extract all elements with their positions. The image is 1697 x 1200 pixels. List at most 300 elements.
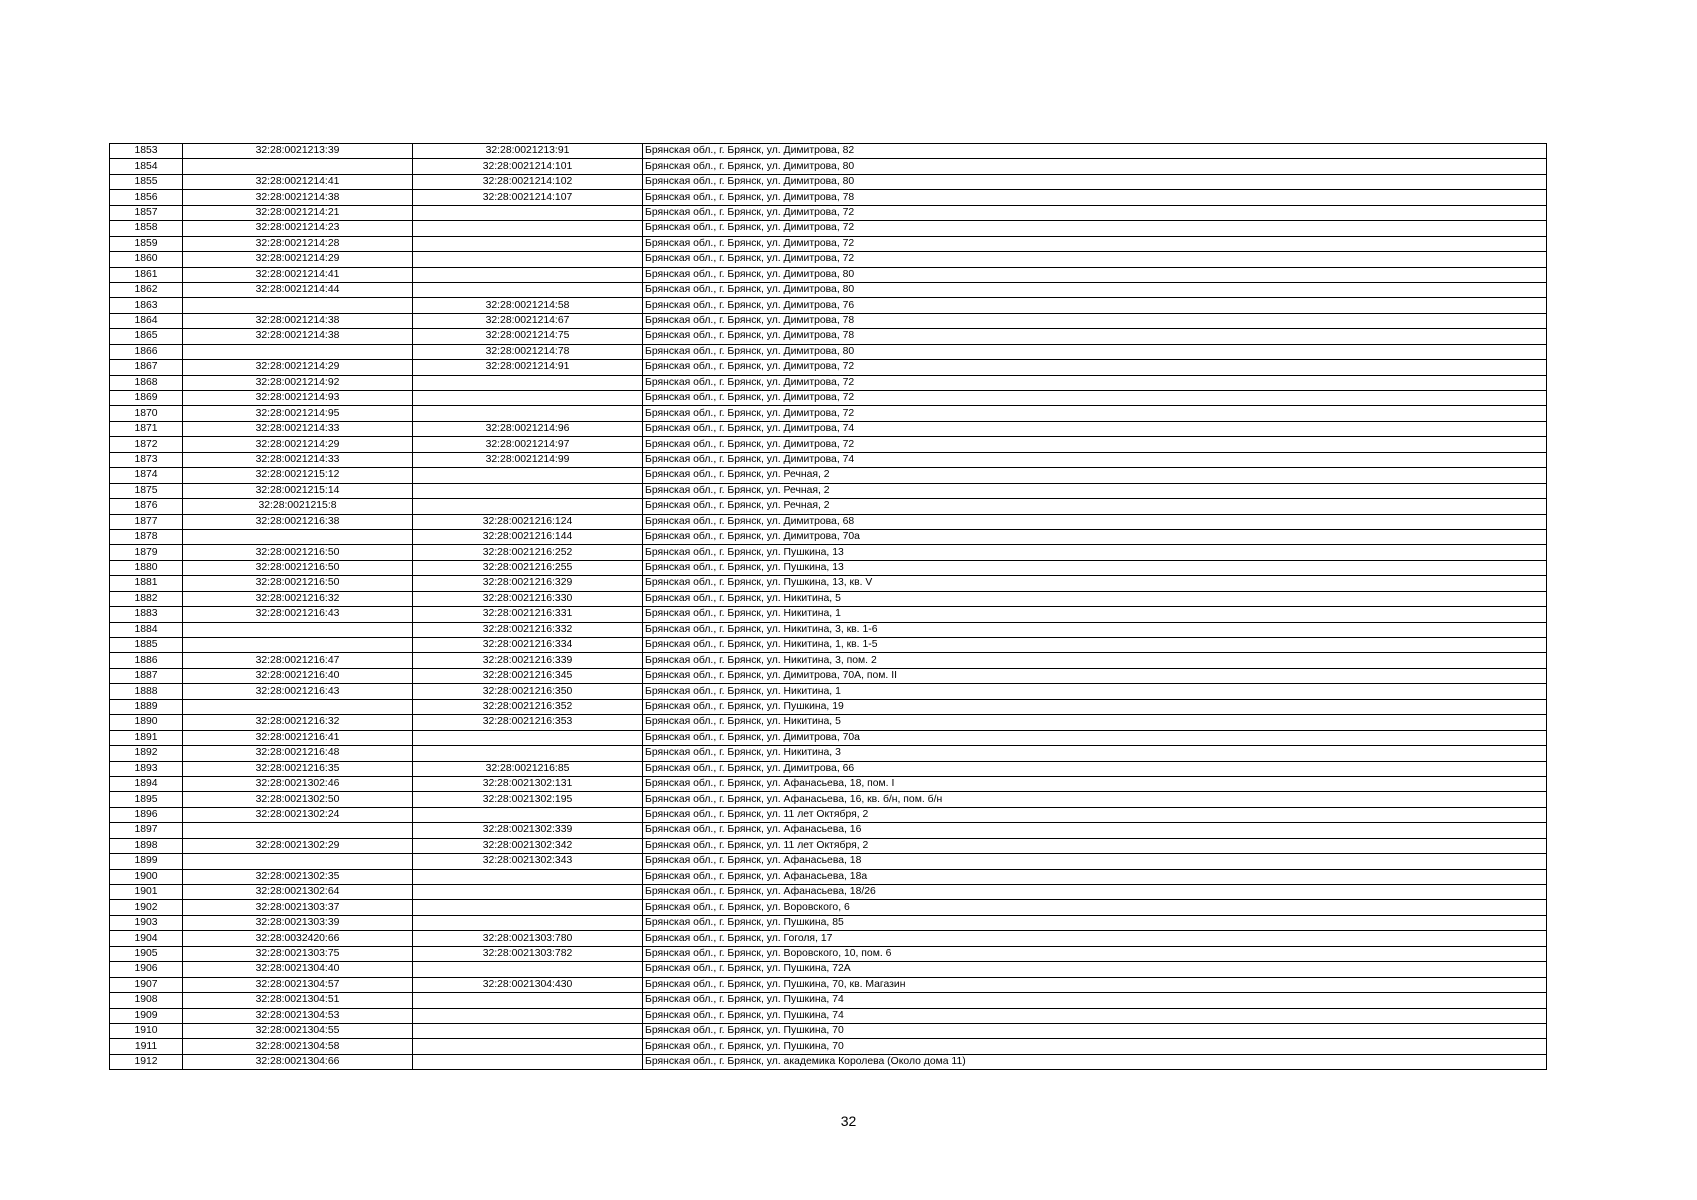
address-cell: Брянская обл., г. Брянск, ул. Димитрова, 76	[643, 298, 1547, 313]
address-cell: Брянская обл., г. Брянск, ул. Пушкина, 85	[643, 915, 1547, 930]
cadastral-number-cell: 32:28:0021302:29	[183, 838, 413, 853]
table-row	[110, 344, 1547, 359]
cadastral-number-cell: 32:28:0032420:66	[183, 931, 413, 946]
address-cell: Брянская обл., г. Брянск, ул. Димитрова, 72	[643, 360, 1547, 375]
table-row	[110, 144, 1547, 159]
object-cadastral-number-cell	[413, 1008, 643, 1023]
cadastral-number-cell: 32:28:0021216:50	[183, 545, 413, 560]
address-cell: Брянская обл., г. Брянск, ул. Димитрова, 80	[643, 267, 1547, 282]
row-number-cell: 1882	[110, 591, 183, 606]
row-number-cell: 1888	[110, 684, 183, 699]
row-number-cell: 1873	[110, 452, 183, 467]
row-number-cell: 1886	[110, 653, 183, 668]
table-row	[110, 421, 1547, 436]
object-cadastral-number-cell	[413, 483, 643, 498]
cadastral-number-cell	[183, 159, 413, 174]
row-number-cell: 1866	[110, 344, 183, 359]
table-row	[110, 591, 1547, 606]
cadastral-number-cell: 32:28:0021216:50	[183, 560, 413, 575]
object-cadastral-number-cell	[413, 962, 643, 977]
object-cadastral-number-cell: 32:28:0021214:75	[413, 329, 643, 344]
address-cell: Брянская обл., г. Брянск, ул. Афанасьева, 18	[643, 854, 1547, 869]
table-row	[110, 221, 1547, 236]
object-cadastral-number-cell: 32:28:0021214:96	[413, 421, 643, 436]
object-cadastral-number-cell: 32:28:0021303:780	[413, 931, 643, 946]
row-number-cell: 1879	[110, 545, 183, 560]
cadastral-number-cell: 32:28:0021304:66	[183, 1054, 413, 1069]
row-number-cell: 1884	[110, 622, 183, 637]
table-row	[110, 653, 1547, 668]
address-cell: Брянская обл., г. Брянск, ул. Никитина, 3	[643, 746, 1547, 761]
table-row	[110, 159, 1547, 174]
address-cell: Брянская обл., г. Брянск, ул. Димитрова, 72	[643, 406, 1547, 421]
object-cadastral-number-cell: 32:28:0021216:353	[413, 715, 643, 730]
object-cadastral-number-cell	[413, 869, 643, 884]
table-row	[110, 545, 1547, 560]
cadastral-number-cell: 32:28:0021304:57	[183, 977, 413, 992]
table-row	[110, 468, 1547, 483]
row-number-cell: 1881	[110, 576, 183, 591]
row-number-cell: 1890	[110, 715, 183, 730]
cadastral-number-cell: 32:28:0021303:37	[183, 900, 413, 915]
object-cadastral-number-cell: 32:28:0021214:67	[413, 313, 643, 328]
cadastral-number-cell: 32:28:0021214:38	[183, 313, 413, 328]
object-cadastral-number-cell	[413, 267, 643, 282]
row-number-cell: 1862	[110, 282, 183, 297]
cadastral-number-cell: 32:28:0021214:41	[183, 174, 413, 189]
object-cadastral-number-cell	[413, 221, 643, 236]
object-cadastral-number-cell: 32:28:0021304:430	[413, 977, 643, 992]
address-cell: Брянская обл., г. Брянск, ул. Афанасьева, 16	[643, 823, 1547, 838]
object-cadastral-number-cell	[413, 885, 643, 900]
cadastral-number-cell: 32:28:0021214:23	[183, 221, 413, 236]
address-cell: Брянская обл., г. Брянск, ул. Никитина, 5	[643, 715, 1547, 730]
table-row	[110, 823, 1547, 838]
address-cell: Брянская обл., г. Брянск, ул. Пушкина, 70, кв. Магазин	[643, 977, 1547, 992]
cadastral-number-cell	[183, 854, 413, 869]
address-cell: Брянская обл., г. Брянск, ул. Афанасьева, 18, пом. I	[643, 776, 1547, 791]
row-number-cell: 1898	[110, 838, 183, 853]
table-row	[110, 529, 1547, 544]
cadastral-number-cell	[183, 529, 413, 544]
row-number-cell: 1860	[110, 252, 183, 267]
table-row	[110, 730, 1547, 745]
row-number-cell: 1909	[110, 1008, 183, 1023]
cadastral-number-cell: 32:28:0021213:39	[183, 144, 413, 159]
cadastral-number-cell: 32:28:0021216:50	[183, 576, 413, 591]
row-number-cell: 1861	[110, 267, 183, 282]
object-cadastral-number-cell: 32:28:0021216:329	[413, 576, 643, 591]
object-cadastral-number-cell	[413, 915, 643, 930]
table-row	[110, 807, 1547, 822]
cadastral-number-cell: 32:28:0021214:28	[183, 236, 413, 251]
table-row	[110, 668, 1547, 683]
row-number-cell: 1885	[110, 638, 183, 653]
address-cell: Брянская обл., г. Брянск, ул. Никитина, 5	[643, 591, 1547, 606]
cadastral-number-cell: 32:28:0021303:75	[183, 946, 413, 961]
row-number-cell: 1875	[110, 483, 183, 498]
address-cell: Брянская обл., г. Брянск, ул. Речная, 2	[643, 483, 1547, 498]
address-cell: Брянская обл., г. Брянск, ул. Афанасьева, 18а	[643, 869, 1547, 884]
table-row	[110, 607, 1547, 622]
row-number-cell: 1887	[110, 668, 183, 683]
table-row	[110, 1054, 1547, 1069]
cadastral-number-cell: 32:28:0021216:43	[183, 607, 413, 622]
address-cell: Брянская обл., г. Брянск, ул. Димитрова, 74	[643, 452, 1547, 467]
row-number-cell: 1867	[110, 360, 183, 375]
table-row	[110, 638, 1547, 653]
object-cadastral-number-cell: 32:28:0021302:195	[413, 792, 643, 807]
table-row	[110, 236, 1547, 251]
cadastral-number-cell: 32:28:0021216:38	[183, 514, 413, 529]
object-cadastral-number-cell: 32:28:0021216:144	[413, 529, 643, 544]
address-cell: Брянская обл., г. Брянск, ул. Пушкина, 74	[643, 993, 1547, 1008]
row-number-cell: 1905	[110, 946, 183, 961]
row-number-cell: 1891	[110, 730, 183, 745]
table-row	[110, 205, 1547, 220]
cadastral-number-cell: 32:28:0021216:32	[183, 591, 413, 606]
object-cadastral-number-cell	[413, 236, 643, 251]
address-cell: Брянская обл., г. Брянск, ул. Димитрова, 78	[643, 329, 1547, 344]
cadastral-number-cell: 32:28:0021215:14	[183, 483, 413, 498]
address-cell: Брянская обл., г. Брянск, ул. Димитрова, 72	[643, 437, 1547, 452]
row-number-cell: 1911	[110, 1039, 183, 1054]
object-cadastral-number-cell	[413, 993, 643, 1008]
address-cell: Брянская обл., г. Брянск, ул. академика Королева (Около дома 11)	[643, 1054, 1547, 1069]
object-cadastral-number-cell	[413, 282, 643, 297]
cadastral-number-cell: 32:28:0021304:58	[183, 1039, 413, 1054]
row-number-cell: 1908	[110, 993, 183, 1008]
address-cell: Брянская обл., г. Брянск, ул. Пушкина, 72А	[643, 962, 1547, 977]
row-number-cell: 1889	[110, 699, 183, 714]
cadastral-number-cell: 32:28:0021302:64	[183, 885, 413, 900]
address-cell: Брянская обл., г. Брянск, ул. Пушкина, 19	[643, 699, 1547, 714]
address-cell: Брянская обл., г. Брянск, ул. Никитина, 1	[643, 684, 1547, 699]
object-cadastral-number-cell: 32:28:0021216:352	[413, 699, 643, 714]
row-number-cell: 1912	[110, 1054, 183, 1069]
cadastral-number-cell: 32:28:0021216:43	[183, 684, 413, 699]
address-cell: Брянская обл., г. Брянск, ул. Воровского, 10, пом. 6	[643, 946, 1547, 961]
row-number-cell: 1893	[110, 761, 183, 776]
row-number-cell: 1897	[110, 823, 183, 838]
address-cell: Брянская обл., г. Брянск, ул. 11 лет Октября, 2	[643, 807, 1547, 822]
object-cadastral-number-cell: 32:28:0021213:91	[413, 144, 643, 159]
row-number-cell: 1896	[110, 807, 183, 822]
address-cell: Брянская обл., г. Брянск, ул. Димитрова, 78	[643, 190, 1547, 205]
row-number-cell: 1878	[110, 529, 183, 544]
address-cell: Брянская обл., г. Брянск, ул. Афанасьева, 16, кв. б/н, пом. б/н	[643, 792, 1547, 807]
cadastral-number-cell: 32:28:0021214:44	[183, 282, 413, 297]
row-number-cell: 1872	[110, 437, 183, 452]
address-cell: Брянская обл., г. Брянск, ул. 11 лет Октября, 2	[643, 838, 1547, 853]
cadastral-number-cell: 32:28:0021304:53	[183, 1008, 413, 1023]
table-row	[110, 452, 1547, 467]
object-cadastral-number-cell: 32:28:0021214:97	[413, 437, 643, 452]
table-row	[110, 267, 1547, 282]
cadastral-number-cell: 32:28:0021214:93	[183, 391, 413, 406]
table-row	[110, 1023, 1547, 1038]
address-cell: Брянская обл., г. Брянск, ул. Гоголя, 17	[643, 931, 1547, 946]
cadastral-number-cell: 32:28:0021214:92	[183, 375, 413, 390]
table-row	[110, 1008, 1547, 1023]
row-number-cell: 1899	[110, 854, 183, 869]
row-number-cell: 1856	[110, 190, 183, 205]
table-row	[110, 298, 1547, 313]
table-row	[110, 391, 1547, 406]
object-cadastral-number-cell: 32:28:0021216:85	[413, 761, 643, 776]
address-cell: Брянская обл., г. Брянск, ул. Димитрова, 70А, пом. II	[643, 668, 1547, 683]
address-cell: Брянская обл., г. Брянск, ул. Димитрова, 80	[643, 344, 1547, 359]
object-cadastral-number-cell: 32:28:0021214:99	[413, 452, 643, 467]
table-row	[110, 885, 1547, 900]
table-row	[110, 792, 1547, 807]
object-cadastral-number-cell: 32:28:0021216:330	[413, 591, 643, 606]
object-cadastral-number-cell: 32:28:0021214:78	[413, 344, 643, 359]
object-cadastral-number-cell: 32:28:0021302:343	[413, 854, 643, 869]
address-cell: Брянская обл., г. Брянск, ул. Пушкина, 70	[643, 1023, 1547, 1038]
cadastral-number-cell	[183, 344, 413, 359]
address-cell: Брянская обл., г. Брянск, ул. Афанасьева, 18/26	[643, 885, 1547, 900]
address-cell: Брянская обл., г. Брянск, ул. Никитина, 3, пом. 2	[643, 653, 1547, 668]
row-number-cell: 1900	[110, 869, 183, 884]
object-cadastral-number-cell: 32:28:0021216:124	[413, 514, 643, 529]
table-row	[110, 838, 1547, 853]
row-number-cell: 1892	[110, 746, 183, 761]
table-row	[110, 776, 1547, 791]
object-cadastral-number-cell	[413, 1023, 643, 1038]
address-cell: Брянская обл., г. Брянск, ул. Димитрова, 72	[643, 221, 1547, 236]
table-row	[110, 977, 1547, 992]
object-cadastral-number-cell	[413, 900, 643, 915]
table-row	[110, 360, 1547, 375]
row-number-cell: 1907	[110, 977, 183, 992]
address-cell: Брянская обл., г. Брянск, ул. Димитрова, 72	[643, 205, 1547, 220]
object-cadastral-number-cell: 32:28:0021214:91	[413, 360, 643, 375]
object-cadastral-number-cell: 32:28:0021216:331	[413, 607, 643, 622]
object-cadastral-number-cell	[413, 730, 643, 745]
table-row	[110, 252, 1547, 267]
object-cadastral-number-cell: 32:28:0021216:252	[413, 545, 643, 560]
row-number-cell: 1901	[110, 885, 183, 900]
row-number-cell: 1903	[110, 915, 183, 930]
object-cadastral-number-cell	[413, 252, 643, 267]
cadastral-number-cell	[183, 298, 413, 313]
cadastral-number-cell: 32:28:0021304:51	[183, 993, 413, 1008]
object-cadastral-number-cell: 32:28:0021214:107	[413, 190, 643, 205]
table-row	[110, 715, 1547, 730]
row-number-cell: 1910	[110, 1023, 183, 1038]
object-cadastral-number-cell	[413, 1054, 643, 1069]
address-cell: Брянская обл., г. Брянск, ул. Димитрова, 72	[643, 236, 1547, 251]
table-row	[110, 560, 1547, 575]
address-cell: Брянская обл., г. Брянск, ул. Димитрова, 78	[643, 313, 1547, 328]
address-cell: Брянская обл., г. Брянск, ул. Пушкина, 13	[643, 545, 1547, 560]
row-number-cell: 1877	[110, 514, 183, 529]
object-cadastral-number-cell	[413, 375, 643, 390]
cadastral-number-cell: 32:28:0021303:39	[183, 915, 413, 930]
row-number-cell: 1857	[110, 205, 183, 220]
object-cadastral-number-cell: 32:28:0021302:342	[413, 838, 643, 853]
object-cadastral-number-cell	[413, 205, 643, 220]
object-cadastral-number-cell	[413, 1039, 643, 1054]
cadastral-number-cell: 32:28:0021302:50	[183, 792, 413, 807]
row-number-cell: 1871	[110, 421, 183, 436]
table-body	[110, 144, 1547, 1070]
table-row	[110, 946, 1547, 961]
table-row	[110, 375, 1547, 390]
table-row	[110, 313, 1547, 328]
address-cell: Брянская обл., г. Брянск, ул. Димитрова, 68	[643, 514, 1547, 529]
row-number-cell: 1906	[110, 962, 183, 977]
row-number-cell: 1865	[110, 329, 183, 344]
cadastral-number-cell: 32:28:0021216:48	[183, 746, 413, 761]
cadastral-number-cell: 32:28:0021214:29	[183, 437, 413, 452]
cadastral-number-cell: 32:28:0021214:29	[183, 360, 413, 375]
address-cell: Брянская обл., г. Брянск, ул. Димитрова, 82	[643, 144, 1547, 159]
row-number-cell: 1859	[110, 236, 183, 251]
object-cadastral-number-cell: 32:28:0021214:101	[413, 159, 643, 174]
address-cell: Брянская обл., г. Брянск, ул. Димитрова, 72	[643, 375, 1547, 390]
object-cadastral-number-cell	[413, 391, 643, 406]
cadastral-number-cell: 32:28:0021216:35	[183, 761, 413, 776]
cadastral-number-cell: 32:28:0021214:38	[183, 329, 413, 344]
address-cell: Брянская обл., г. Брянск, ул. Димитрова, 70а	[643, 730, 1547, 745]
cadastral-number-cell: 32:28:0021304:55	[183, 1023, 413, 1038]
row-number-cell: 1870	[110, 406, 183, 421]
address-cell: Брянская обл., г. Брянск, ул. Димитрова, 72	[643, 252, 1547, 267]
table-row	[110, 1039, 1547, 1054]
address-cell: Брянская обл., г. Брянск, ул. Никитина, 1, кв. 1-5	[643, 638, 1547, 653]
object-cadastral-number-cell: 32:28:0021302:131	[413, 776, 643, 791]
row-number-cell: 1902	[110, 900, 183, 915]
table-row	[110, 699, 1547, 714]
address-cell: Брянская обл., г. Брянск, ул. Димитрова, 74	[643, 421, 1547, 436]
table-row	[110, 869, 1547, 884]
cadastral-number-cell: 32:28:0021215:8	[183, 499, 413, 514]
table-row	[110, 746, 1547, 761]
address-cell: Брянская обл., г. Брянск, ул. Димитрова, 80	[643, 282, 1547, 297]
cadastral-number-cell: 32:28:0021216:41	[183, 730, 413, 745]
address-cell: Брянская обл., г. Брянск, ул. Пушкина, 74	[643, 1008, 1547, 1023]
table-row	[110, 329, 1547, 344]
row-number-cell: 1854	[110, 159, 183, 174]
table-row	[110, 622, 1547, 637]
row-number-cell: 1883	[110, 607, 183, 622]
cadastral-number-cell: 32:28:0021216:47	[183, 653, 413, 668]
table-row	[110, 282, 1547, 297]
row-number-cell: 1864	[110, 313, 183, 328]
cadastral-number-cell	[183, 823, 413, 838]
object-cadastral-number-cell	[413, 807, 643, 822]
row-number-cell: 1868	[110, 375, 183, 390]
object-cadastral-number-cell	[413, 468, 643, 483]
cadastral-number-cell: 32:28:0021216:40	[183, 668, 413, 683]
cadastral-table	[109, 143, 1547, 1070]
page-number: 32	[840, 1113, 857, 1129]
address-cell: Брянская обл., г. Брянск, ул. Пушкина, 13	[643, 560, 1547, 575]
table-row	[110, 684, 1547, 699]
address-cell: Брянская обл., г. Брянск, ул. Димитрова, 70а	[643, 529, 1547, 544]
object-cadastral-number-cell: 32:28:0021216:332	[413, 622, 643, 637]
object-cadastral-number-cell: 32:28:0021302:339	[413, 823, 643, 838]
object-cadastral-number-cell: 32:28:0021216:255	[413, 560, 643, 575]
table-row	[110, 761, 1547, 776]
table-row	[110, 915, 1547, 930]
object-cadastral-number-cell: 32:28:0021216:334	[413, 638, 643, 653]
row-number-cell: 1876	[110, 499, 183, 514]
address-cell: Брянская обл., г. Брянск, ул. Никитина, 3, кв. 1-6	[643, 622, 1547, 637]
row-number-cell: 1894	[110, 776, 183, 791]
address-cell: Брянская обл., г. Брянск, ул. Пушкина, 70	[643, 1039, 1547, 1054]
address-cell: Брянская обл., г. Брянск, ул. Димитрова, 80	[643, 174, 1547, 189]
address-cell: Брянская обл., г. Брянск, ул. Димитрова, 80	[643, 159, 1547, 174]
table-row	[110, 483, 1547, 498]
row-number-cell: 1869	[110, 391, 183, 406]
cadastral-number-cell: 32:28:0021214:33	[183, 452, 413, 467]
row-number-cell: 1895	[110, 792, 183, 807]
table-row	[110, 499, 1547, 514]
cadastral-number-cell: 32:28:0021214:95	[183, 406, 413, 421]
table-row	[110, 854, 1547, 869]
cadastral-number-cell	[183, 699, 413, 714]
row-number-cell: 1874	[110, 468, 183, 483]
cadastral-number-cell	[183, 638, 413, 653]
object-cadastral-number-cell	[413, 499, 643, 514]
row-number-cell: 1863	[110, 298, 183, 313]
cadastral-number-cell: 32:28:0021216:32	[183, 715, 413, 730]
row-number-cell: 1880	[110, 560, 183, 575]
object-cadastral-number-cell	[413, 746, 643, 761]
table-row	[110, 514, 1547, 529]
table-row	[110, 931, 1547, 946]
row-number-cell: 1855	[110, 174, 183, 189]
row-number-cell: 1904	[110, 931, 183, 946]
table-row	[110, 437, 1547, 452]
row-number-cell: 1853	[110, 144, 183, 159]
table-row	[110, 174, 1547, 189]
address-cell: Брянская обл., г. Брянск, ул. Воровского, 6	[643, 900, 1547, 915]
table-row	[110, 993, 1547, 1008]
cadastral-number-cell: 32:28:0021304:40	[183, 962, 413, 977]
table-row	[110, 406, 1547, 421]
cadastral-number-cell: 32:28:0021214:38	[183, 190, 413, 205]
cadastral-number-cell: 32:28:0021215:12	[183, 468, 413, 483]
cadastral-number-cell: 32:28:0021302:35	[183, 869, 413, 884]
object-cadastral-number-cell: 32:28:0021214:102	[413, 174, 643, 189]
address-cell: Брянская обл., г. Брянск, ул. Димитрова, 72	[643, 391, 1547, 406]
address-cell: Брянская обл., г. Брянск, ул. Речная, 2	[643, 499, 1547, 514]
object-cadastral-number-cell: 32:28:0021214:58	[413, 298, 643, 313]
cadastral-number-cell	[183, 622, 413, 637]
object-cadastral-number-cell: 32:28:0021216:339	[413, 653, 643, 668]
object-cadastral-number-cell: 32:28:0021216:350	[413, 684, 643, 699]
cadastral-number-cell: 32:28:0021302:46	[183, 776, 413, 791]
table-row	[110, 962, 1547, 977]
object-cadastral-number-cell: 32:28:0021303:782	[413, 946, 643, 961]
object-cadastral-number-cell	[413, 406, 643, 421]
cadastral-number-cell: 32:28:0021214:33	[183, 421, 413, 436]
address-cell: Брянская обл., г. Брянск, ул. Речная, 2	[643, 468, 1547, 483]
row-number-cell: 1858	[110, 221, 183, 236]
object-cadastral-number-cell: 32:28:0021216:345	[413, 668, 643, 683]
address-cell: Брянская обл., г. Брянск, ул. Димитрова, 66	[643, 761, 1547, 776]
cadastral-number-cell: 32:28:0021302:24	[183, 807, 413, 822]
table-row	[110, 190, 1547, 205]
address-cell: Брянская обл., г. Брянск, ул. Никитина, 1	[643, 607, 1547, 622]
cadastral-number-cell: 32:28:0021214:41	[183, 267, 413, 282]
cadastral-number-cell: 32:28:0021214:29	[183, 252, 413, 267]
address-cell: Брянская обл., г. Брянск, ул. Пушкина, 13, кв. V	[643, 576, 1547, 591]
